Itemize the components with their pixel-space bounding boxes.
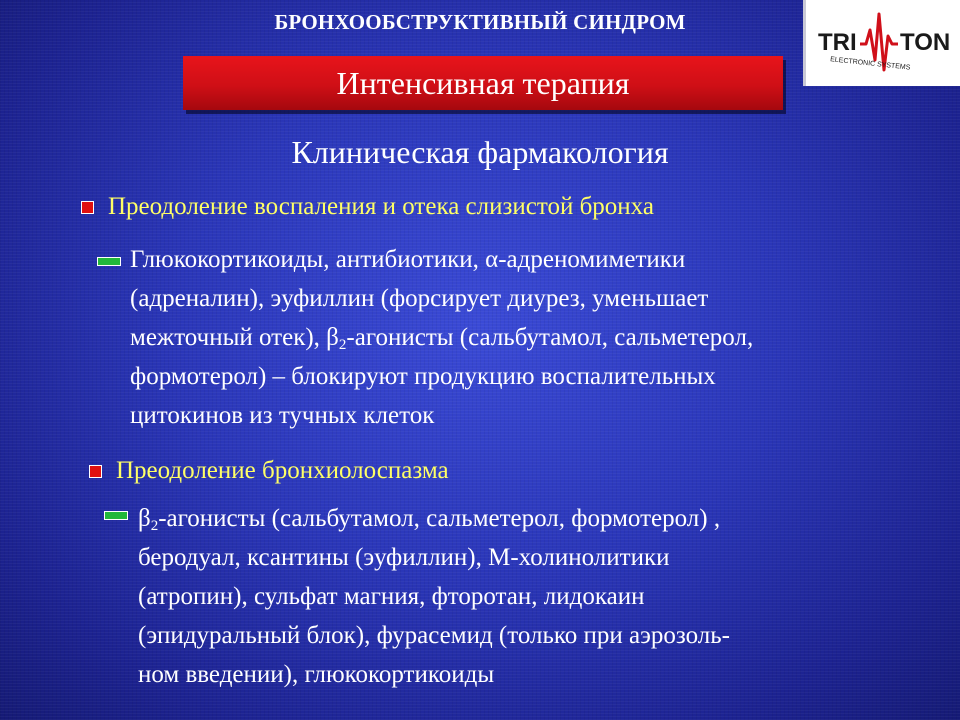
logo-text-left: TRI [818,29,857,56]
red-square-bullet-icon [81,201,94,214]
section-heading: Преодоление воспаления и отека слизистой бронха [108,193,654,220]
section-text [138,499,730,694]
text-line: $\beta_2$-агонисты (сальбутамол, сальметерол, формотерол) , [138,505,721,534]
triton-logo [806,0,960,86]
green-dash-bullet-icon [97,257,121,266]
banner-title: Интенсивная терапия [336,64,630,101]
text-line: (адреналин), эуфиллин (форсирует диурез, уменьшает [130,285,709,312]
text-line: межточный отек), $\beta_2$-агонисты (сальбутамол, сальметерол, [130,324,754,353]
green-dash-bullet-icon [104,511,128,520]
text-line: Глюкокортикоиды, антибиотики, α-адреномиметики [130,246,686,273]
logo-text-right: TON [900,29,951,56]
text-line: (эпидуральный блок), фурасемид (только при аэрозоль- [138,622,730,649]
text-line: цитокинов из тучных клеток [130,402,435,429]
text-line: ном введении), глюкокортикоиды [138,661,495,688]
text-line: (атропин), сульфат магния, фторотан, лидокаин [138,583,645,610]
text-line: беродуал, ксантины (эуфиллин), М-холинолитики [138,544,670,571]
banner [183,56,783,110]
red-square-bullet-icon [89,465,102,478]
section-heading: Преодоление бронхиолоспазма [116,457,449,484]
logo-tagline: ELECTRONIC SYSTEMS [829,56,911,72]
section-text [130,240,753,435]
text-line: формотерол) – блокируют продукцию воспалительных [130,363,716,390]
top-title: БРОНХООБСТРУКТИВНЫЙ СИНДРОМ [274,10,686,34]
subtitle: Клиническая фармакология [291,134,669,170]
